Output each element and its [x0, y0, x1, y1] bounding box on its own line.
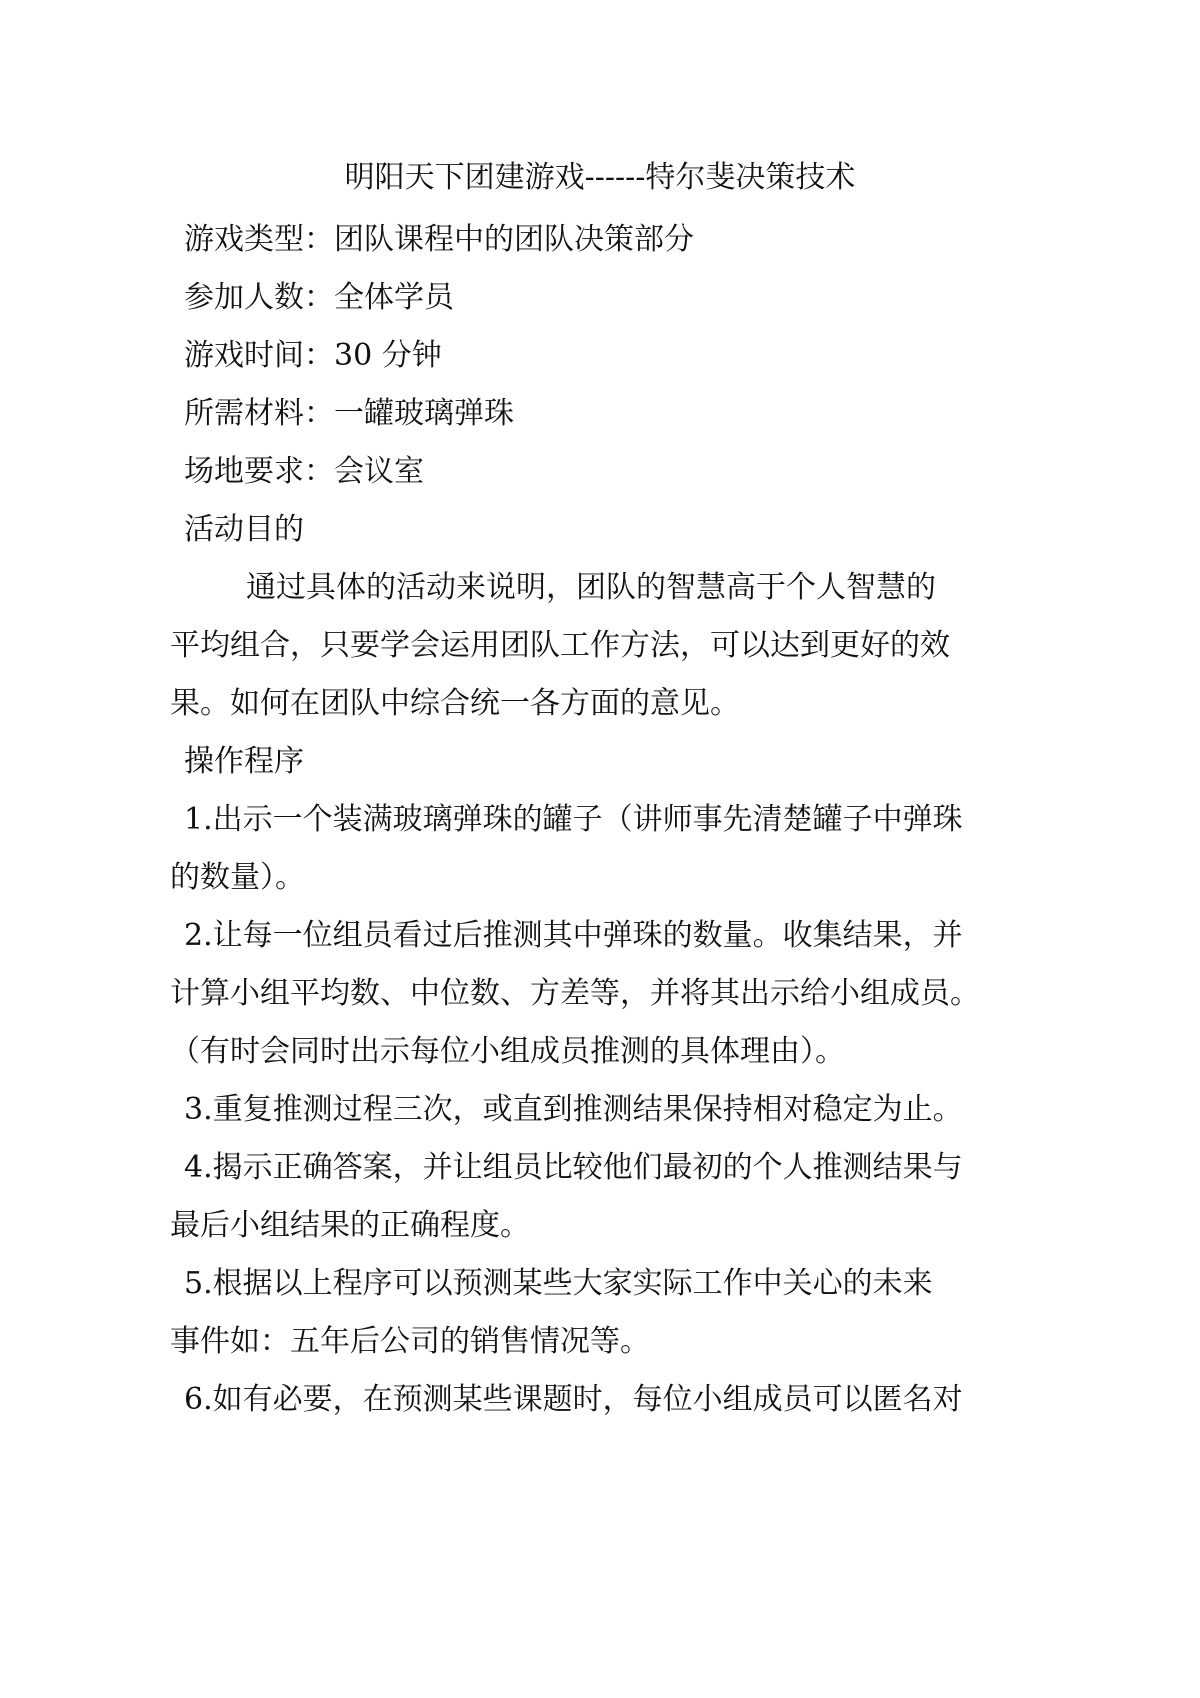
field-game-type: [184, 220, 1030, 260]
field-value: 30 分钟: [334, 338, 442, 373]
field-label: 场地要求：: [184, 454, 334, 489]
paragraph-line: 果。如何在团队中综合统一各方面的意见。: [170, 686, 740, 721]
field-duration: [184, 336, 1030, 376]
field-label: 游戏时间：: [184, 338, 334, 373]
step-line: 3.重复推测过程三次，或直到推测结果保持相对稳定为止。: [184, 1092, 963, 1127]
field-materials: [184, 394, 1030, 434]
paragraph-line: 通过具体的活动来说明，团队的智慧高于个人智慧的: [246, 570, 936, 605]
paragraph-line: 平均组合，只要学会运用团队工作方法，可以达到更好的效: [170, 628, 950, 663]
field-value: 全体学员: [334, 280, 454, 315]
step-line: 2.让每一位组员看过后推测其中弹珠的数量。收集结果，并: [184, 918, 963, 953]
field-participants: [184, 278, 1030, 318]
step-line: 6.如有必要，在预测某些课题时，每位小组成员可以匿名对: [184, 1382, 963, 1417]
field-label: 游戏类型：: [184, 222, 334, 257]
step-line: 的数量）。: [170, 860, 305, 895]
field-label: 所需材料：: [184, 396, 334, 431]
objective-heading: 活动目的: [184, 512, 304, 547]
document-title: 明阳天下团建游戏------特尔斐决策技术: [344, 160, 856, 195]
step-line: 4.揭示正确答案，并让组员比较他们最初的个人推测结果与: [184, 1150, 963, 1185]
step-line: 1.出示一个装满玻璃弹珠的罐子（讲师事先清楚罐子中弹珠: [184, 802, 963, 837]
step-line: 事件如：五年后公司的销售情况等。: [170, 1324, 650, 1359]
step-line: （有时会同时出示每位小组成员推测的具体理由）。: [170, 1034, 845, 1069]
field-label: 参加人数：: [184, 280, 334, 315]
procedure-heading: 操作程序: [184, 744, 304, 779]
step-line: 5.根据以上程序可以预测某些大家实际工作中关心的未来: [184, 1266, 933, 1301]
field-value: 会议室: [334, 454, 424, 489]
field-value: 团队课程中的团队决策部分: [334, 222, 694, 257]
field-venue: [184, 452, 1030, 492]
step-line: 最后小组结果的正确程度。: [170, 1208, 530, 1243]
field-value: 一罐玻璃弹珠: [334, 396, 514, 431]
step-line: 计算小组平均数、中位数、方差等，并将其出示给小组成员。: [170, 976, 980, 1011]
